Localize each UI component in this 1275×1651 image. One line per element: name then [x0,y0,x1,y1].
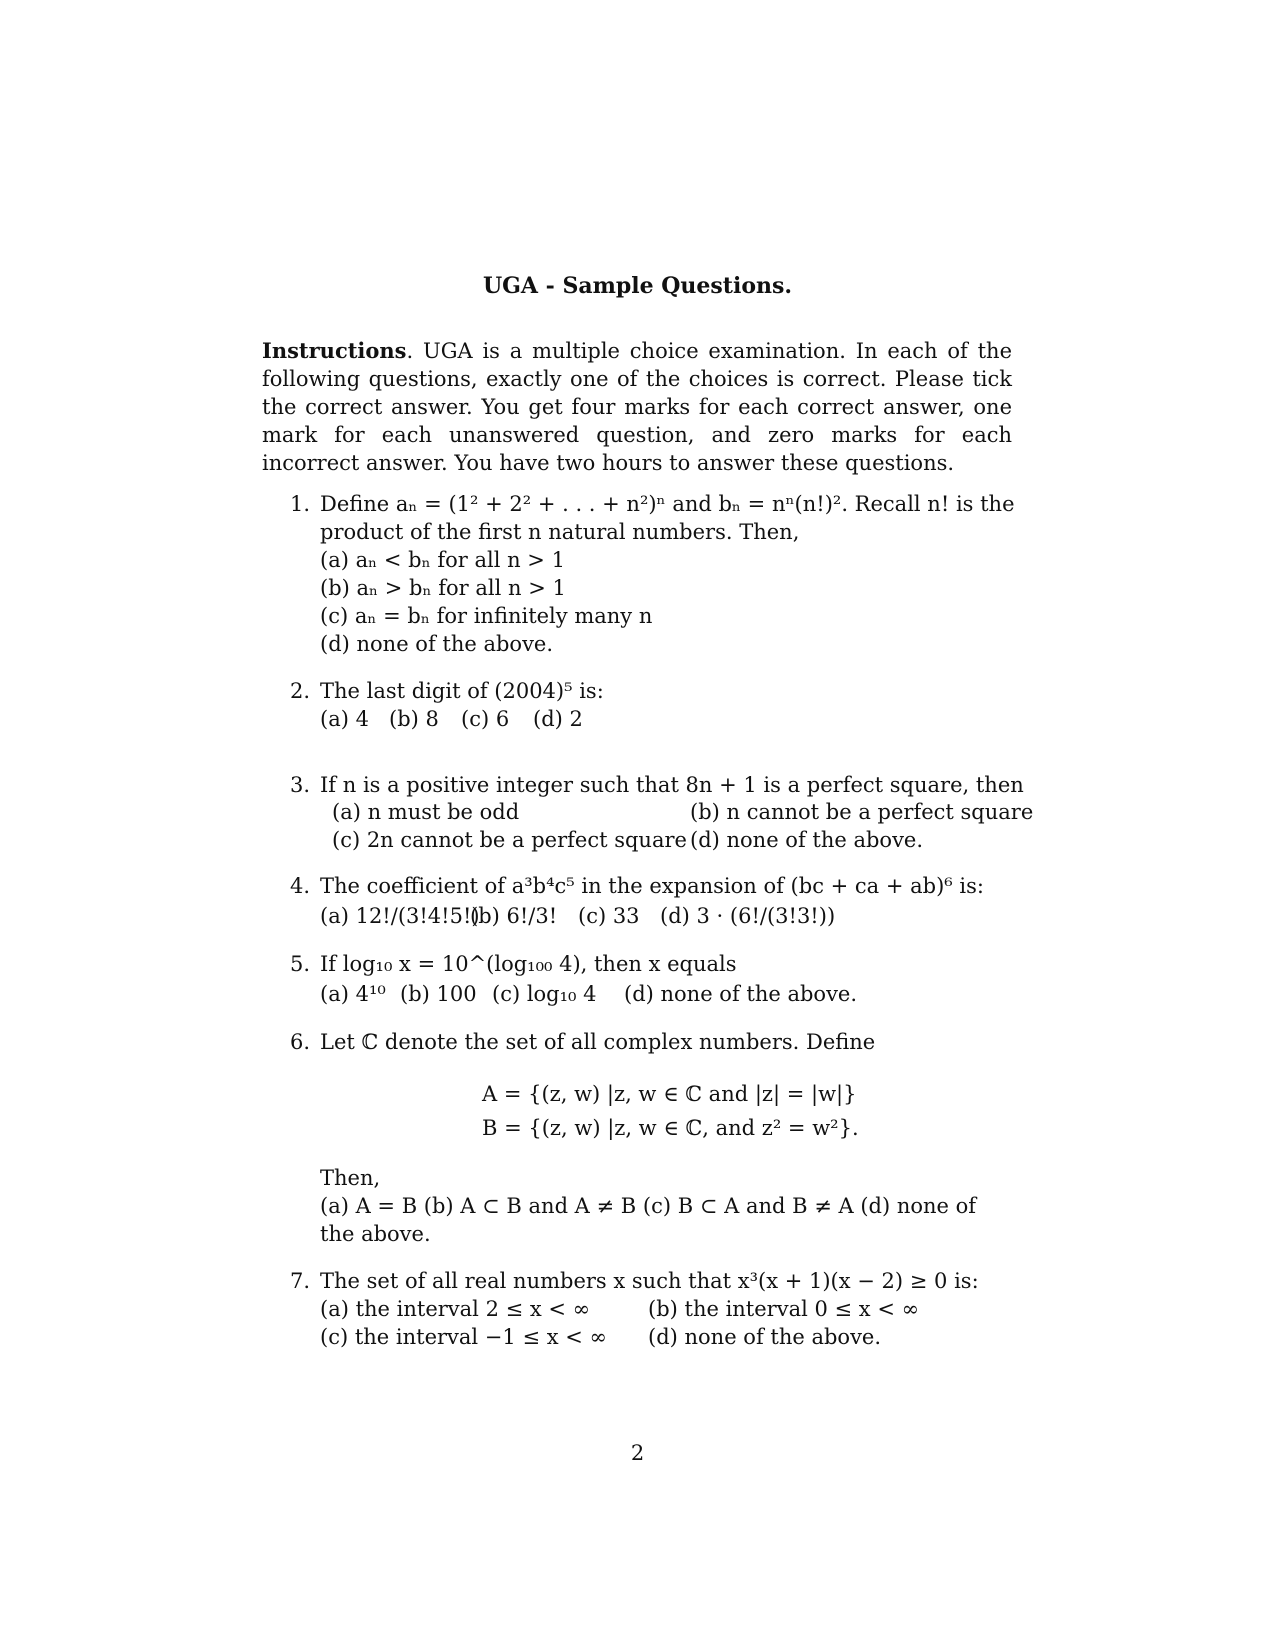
q7-option-c[interactable]: (c) the interval −1 ≤ x < ∞ [320,1325,607,1349]
q3-stem: If n is a positive integer such that 8n + 1 is a perfect square, then [320,773,1024,797]
q2-option-b[interactable]: (b) 8 [389,707,439,731]
q1-option-b[interactable]: (b) aₙ > bₙ for all n > 1 [320,576,566,600]
q4-number: 4. [290,874,311,898]
q2-option-d[interactable]: (d) 2 [533,707,583,731]
q2-option-a[interactable]: (a) 4 [320,707,369,731]
instructions-label: Instructions [262,338,407,363]
q6-stem: Let ℂ denote the set of all complex numbers. Define [320,1030,876,1054]
q5-option-c[interactable]: (c) log₁₀ 4 [492,982,597,1006]
q5-option-d[interactable]: (d) none of the above. [624,982,858,1006]
q2-option-c[interactable]: (c) 6 [461,707,510,731]
q5-stem: If log₁₀ x = 10^(log₁₀₀ 4), then x equals [320,952,737,976]
q4-stem: The coefficient of a³b⁴c⁵ in the expansion of (bc + ca + ab)⁶ is: [320,874,984,898]
q4-option-b[interactable]: (b) 6!/3! [470,904,558,928]
q3-option-a[interactable]: (a) n must be odd [332,800,520,824]
instructions-text: . UGA is a multiple choice examination. In each of the following questions, exactly one of the choices is correct. Please tick the correct answer. You get four marks for each correct answer, one mark for each unanswered question, and zero marks for each incorrect answer. You have two hours to answer these questions. [262,339,1012,475]
q4-option-c[interactable]: (c) 33 [578,904,640,928]
instructions-paragraph [262,337,1012,477]
q1-stem-line1: Define aₙ = (1² + 2² + . . . + n²)ⁿ and bₙ = nⁿ(n!)². Recall n! is the [320,492,1015,516]
q6-equation-a: A = {(z, w) |z, w ∈ ℂ and |z| = |w|} [482,1082,857,1106]
q1-stem-line2: product of the first n natural numbers. Then, [320,520,800,544]
q3-option-b[interactable]: (b) n cannot be a perfect square [690,800,1034,824]
q1-option-c[interactable]: (c) aₙ = bₙ for infinitely many n [320,604,653,628]
q6-then: Then, [320,1166,381,1190]
q5-option-b[interactable]: (b) 100 [400,982,477,1006]
q2-number: 2. [290,679,311,703]
q7-option-a[interactable]: (a) the interval 2 ≤ x < ∞ [320,1297,591,1321]
q3-number: 3. [290,773,311,797]
q1-option-d[interactable]: (d) none of the above. [320,632,554,656]
q6-equation-b: B = {(z, w) |z, w ∈ ℂ, and z² = w²}. [482,1116,859,1140]
q1-number: 1. [290,492,311,516]
q4-option-d[interactable]: (d) 3 · (6!/(3!3!)) [660,904,836,928]
q6-options-cont[interactable]: the above. [320,1222,431,1246]
q6-options[interactable]: (a) A = B (b) A ⊂ B and A ≠ B (c) B ⊂ A and B ≠ A (d) none of [320,1194,977,1218]
page-title: UGA - Sample Questions. [482,273,793,299]
q5-number: 5. [290,952,311,976]
q6-number: 6. [290,1030,311,1054]
q7-number: 7. [290,1269,311,1293]
q1-option-a[interactable]: (a) aₙ < bₙ for all n > 1 [320,548,565,572]
q4-option-a[interactable]: (a) 12!/(3!4!5!) [320,904,480,928]
q7-option-d[interactable]: (d) none of the above. [648,1325,882,1349]
q7-stem: The set of all real numbers x such that x³(x + 1)(x − 2) ≥ 0 is: [320,1269,979,1293]
q2-stem: The last digit of (2004)⁵ is: [320,679,604,703]
q5-option-a[interactable]: (a) 4¹⁰ [320,982,386,1006]
q3-option-d[interactable]: (d) none of the above. [690,828,924,852]
q3-option-c[interactable]: (c) 2n cannot be a perfect square [332,828,687,852]
page-number: 2 [630,1441,645,1465]
q7-option-b[interactable]: (b) the interval 0 ≤ x < ∞ [648,1297,920,1321]
